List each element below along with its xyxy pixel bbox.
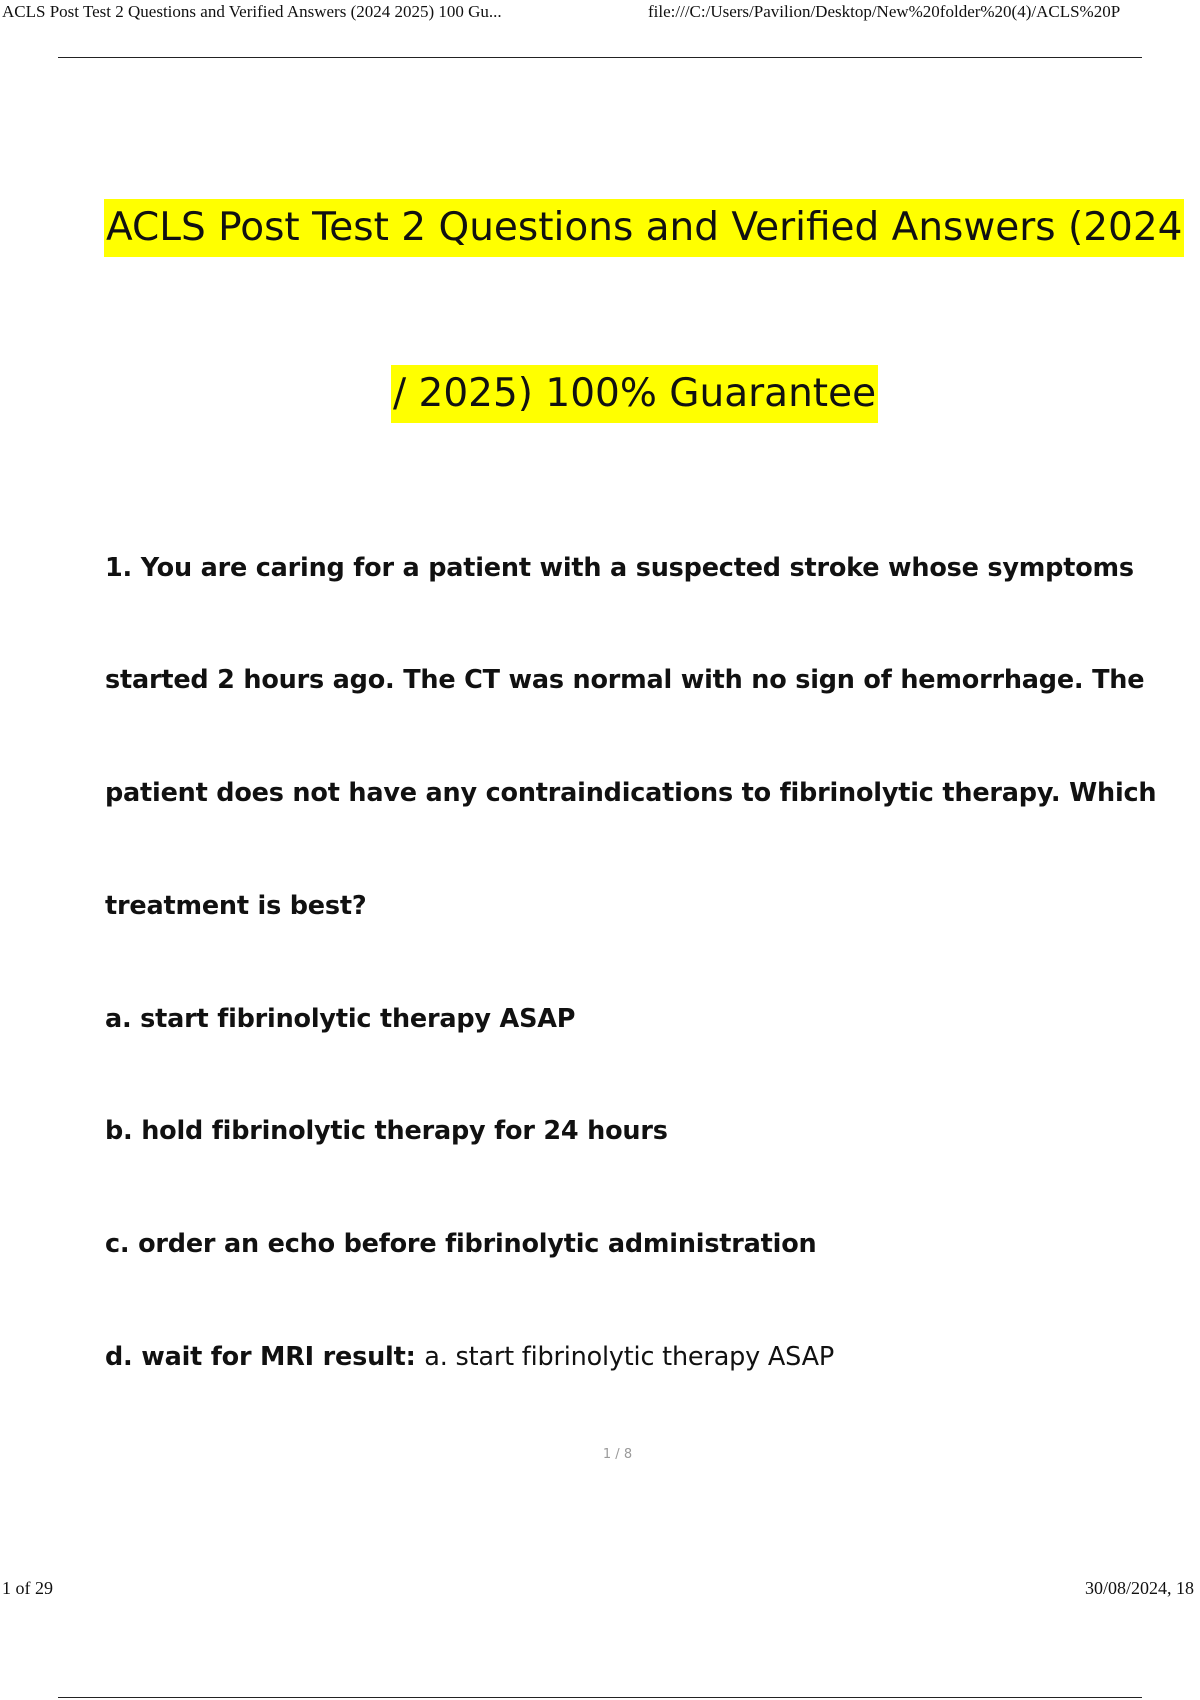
page-counter: 1 / 8 xyxy=(602,1447,633,1462)
answer-text: a. start fibrinolytic therapy ASAP xyxy=(424,1342,835,1372)
document-title-line-2: / 2025) 100% Guarantee xyxy=(391,365,878,423)
bottom-divider xyxy=(58,1697,1142,1698)
question-line-4: treatment is best? xyxy=(105,891,367,921)
top-divider xyxy=(58,57,1142,58)
print-footer-datetime: 30/08/2024, 18 xyxy=(1085,1578,1195,1598)
option-b: b. hold fibrinolytic therapy for 24 hours xyxy=(105,1116,668,1146)
option-c: c. order an echo before fibrinolytic administration xyxy=(105,1229,817,1259)
print-footer-page: 1 of 29 xyxy=(2,1578,53,1598)
print-header-url: file:///C:/Users/Pavilion/Desktop/New%20folder%20(4)/ACLS%20P xyxy=(648,2,1121,21)
question-line-3: patient does not have any contraindications to fibrinolytic therapy. Which xyxy=(105,778,1157,808)
question-line-1: 1. You are caring for a patient with a suspected stroke whose symptoms xyxy=(105,553,1134,583)
option-d: d. wait for MRI result: xyxy=(105,1342,416,1372)
option-d-with-answer xyxy=(105,1342,834,1372)
question-line-2: started 2 hours ago. The CT was normal with no sign of hemorrhage. The xyxy=(105,665,1145,695)
option-a: a. start fibrinolytic therapy ASAP xyxy=(105,1004,576,1034)
print-header xyxy=(0,0,1200,28)
print-header-title: ACLS Post Test 2 Questions and Verified Answers (2024 2025) 100 Gu... xyxy=(2,2,502,21)
document-title-line-1: ACLS Post Test 2 Questions and Verified Answers (2024 xyxy=(104,199,1184,257)
